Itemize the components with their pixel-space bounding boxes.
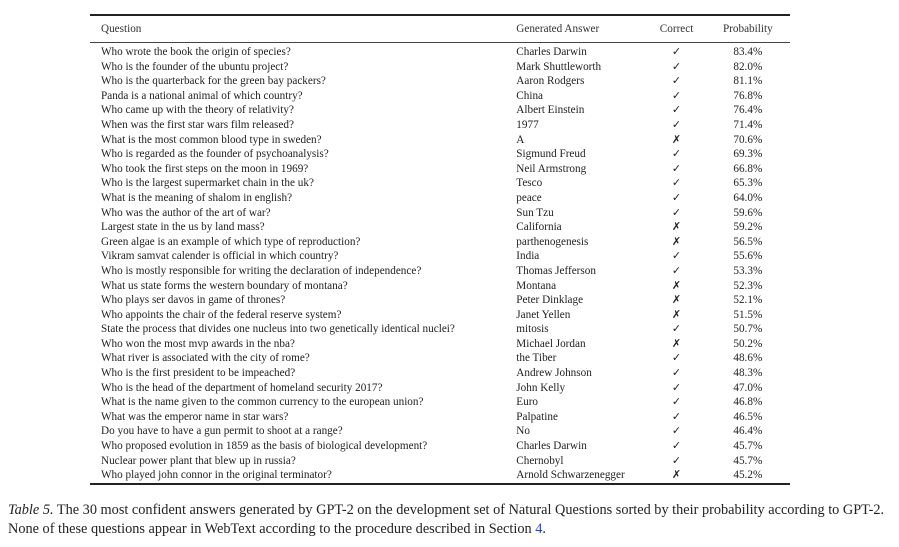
probability-cell: 53.3% [733,264,763,277]
probability-cell: 76.4% [733,104,763,117]
table-row [90,279,790,294]
answer-cell: Albert Einstein [516,104,585,117]
correct-mark: ✓ [671,46,682,58]
correct-mark: ✗ [671,308,682,321]
probability-cell: 59.6% [733,206,763,219]
correct-mark: ✓ [671,75,682,88]
correct-mark: ✓ [671,454,682,467]
probability-cell: 69.3% [733,148,763,161]
caption-label: Table 5. [8,502,54,518]
question-cell: Who appoints the chair of the federal reserve system? [101,308,342,321]
answer-cell: China [516,89,544,102]
question-cell: What is the name given to the common currency to the european union? [101,396,424,409]
answer-cell: California [516,221,562,234]
probability-cell: 46.5% [733,410,763,423]
probability-cell: 76.8% [733,89,763,102]
probability-cell: 70.6% [733,133,763,146]
probability-cell: 56.5% [733,235,763,248]
answer-cell: Tesco [516,177,543,190]
question-cell: What was the emperor name in star wars? [101,410,289,423]
answer-cell: Euro [516,396,539,409]
correct-mark: ✓ [671,191,682,204]
header-generated-answer: Generated Answer [516,23,600,35]
probability-cell: 66.8% [733,162,763,175]
question-cell: Who is the first president to be impeached? [101,367,296,380]
question-cell: Who is the head of the department of homeland security 2017? [101,381,383,394]
table-body [90,43,790,484]
table-row [90,191,790,206]
correct-mark: ✗ [671,294,682,307]
table-row [90,74,790,89]
correct-mark: ✗ [671,337,682,350]
answer-cell: peace [516,191,542,204]
question-cell: Who is regarded as the founder of psychoanalysis? [101,148,329,161]
correct-mark: ✓ [671,118,682,131]
answer-cell: No [516,425,530,438]
question-cell: What is the most common blood type in sweden? [101,133,322,146]
probability-cell: 50.7% [733,323,763,336]
probability-cell: 45.2% [733,469,763,482]
caption-text: The 30 most confident answers generated by GPT-2 on the development set of Natural Questions sorted by their probability according to GPT-2. None of these questions appear in WebText according to the procedure described in Section [8,502,885,537]
table-row [90,206,790,221]
table-row [90,424,790,439]
probability-cell: 81.1% [733,75,763,88]
question-cell: Do you have to have a gun permit to shoot at a range? [101,425,343,438]
question-cell: Who is the founder of the ubuntu project? [101,60,289,73]
probability-cell: 50.2% [733,337,763,350]
table-row [90,118,790,133]
correct-mark: ✓ [671,206,682,219]
header-row [90,15,790,43]
probability-cell: 59.2% [733,221,763,234]
table-row [90,439,790,454]
probability-cell: 51.5% [733,308,763,321]
answer-cell: Montana [516,279,557,292]
correct-mark: ✗ [671,133,682,146]
probability-cell: 46.8% [733,396,763,409]
correct-mark: ✓ [671,60,682,73]
correct-mark: ✓ [671,323,682,336]
question-cell: When was the first star wars film released? [101,118,294,131]
answer-cell: the Tiber [516,352,557,365]
answer-cell: Charles Darwin [516,46,587,58]
table-row [90,103,790,118]
correct-mark: ✓ [671,396,682,409]
table-row [90,308,790,323]
question-cell: Who came up with the theory of relativity? [101,104,294,117]
answer-cell: A [516,133,525,146]
table-caption [8,501,893,539]
answer-cell: Neil Armstrong [516,162,587,175]
correct-mark: ✓ [671,177,682,190]
answer-cell: Charles Darwin [516,440,587,453]
probability-cell: 48.3% [733,367,763,380]
answer-cell: mitosis [516,323,549,336]
question-cell: Who proposed evolution in 1859 as the basis of biological development? [101,440,428,453]
probability-cell: 46.4% [733,425,763,438]
table-row [90,366,790,381]
correct-mark: ✓ [671,89,682,102]
answer-cell: Palpatine [516,410,558,423]
table-row [90,249,790,264]
table-row [90,60,790,75]
caption-end: . [542,521,546,537]
probability-cell: 71.4% [733,118,763,131]
probability-cell: 65.3% [733,177,763,190]
section-reference-link[interactable]: 4 [535,521,543,537]
table-row [90,395,790,410]
header-correct: Correct [659,23,694,35]
probability-cell: 52.1% [733,294,763,307]
question-cell: Who was the author of the art of war? [101,206,271,219]
answer-cell: Peter Dinklage [516,294,584,307]
answer-cell: Sun Tzu [516,206,554,219]
table-row [90,89,790,104]
probability-cell: 52.3% [733,279,763,292]
correct-mark: ✓ [671,104,682,117]
table-row [90,468,790,484]
question-cell: Vikram samvat calender is official in which country? [101,250,339,263]
probability-cell: 55.6% [733,250,763,263]
question-cell: Who played john connor in the original terminator? [101,469,332,482]
table-row [90,410,790,425]
correct-mark: ✓ [671,250,682,263]
question-cell: What us state forms the western boundary of montana? [101,279,348,292]
table-row [90,454,790,469]
answer-cell: India [516,250,540,263]
probability-cell: 83.4% [733,46,763,58]
table-row [90,220,790,235]
question-cell: Who wrote the book the origin of species? [101,46,291,58]
correct-mark: ✗ [671,235,682,248]
answer-cell: Mark Shuttleworth [516,60,602,73]
correct-mark: ✓ [671,367,682,380]
table-row [90,337,790,352]
table-row [90,322,790,337]
answer-cell: Michael Jordan [516,337,586,350]
probability-cell: 48.6% [733,352,763,365]
correct-mark: ✗ [671,469,682,482]
answer-cell: Thomas Jefferson [516,264,596,277]
answer-cell: Chernobyl [516,454,564,467]
header-probability: Probability [722,23,773,35]
correct-mark: ✗ [671,221,682,234]
table-row [90,147,790,162]
correct-mark: ✓ [671,381,682,394]
probability-cell: 64.0% [733,191,763,204]
answer-cell: Sigmund Freud [516,148,586,161]
answer-cell: parthenogenesis [516,235,589,248]
table-row [90,43,790,60]
table-row [90,381,790,396]
header-question: Question [101,23,142,35]
table-row [90,293,790,308]
table-row [90,264,790,279]
question-cell: Who is the largest supermarket chain in the uk? [101,177,314,190]
correct-mark: ✓ [671,162,682,175]
probability-cell: 47.0% [733,381,763,394]
table-row [90,235,790,250]
question-cell: Who won the most mvp awards in the nba? [101,337,295,350]
correct-mark: ✓ [671,264,682,277]
question-cell: Who is mostly responsible for writing the declaration of independence? [101,264,422,277]
question-cell: State the process that divides one nucleus into two genetically identical nuclei? [101,323,455,336]
correct-mark: ✓ [671,148,682,161]
question-cell: Green algae is an example of which type of reproduction? [101,235,361,248]
probability-cell: 82.0% [733,60,763,73]
table-row [90,351,790,366]
answer-cell: Janet Yellen [516,308,571,321]
question-cell: Largest state in the us by land mass? [101,221,265,234]
table-row [90,162,790,177]
answer-cell: 1977 [516,118,539,131]
correct-mark: ✗ [671,279,682,292]
answer-cell: Arnold Schwarzenegger [516,469,625,482]
results-table-container [90,14,790,485]
question-cell: Panda is a national animal of which country? [101,89,303,102]
results-table [90,14,790,485]
correct-mark: ✓ [671,425,682,438]
question-cell: Who plays ser davos in game of thrones? [101,294,286,307]
probability-cell: 45.7% [733,440,763,453]
answer-cell: Andrew Johnson [516,367,592,380]
correct-mark: ✓ [671,440,682,453]
correct-mark: ✓ [671,410,682,423]
table-row [90,133,790,148]
correct-mark: ✓ [671,352,682,365]
question-cell: Who is the quarterback for the green bay packers? [101,75,326,88]
answer-cell: John Kelly [516,381,566,394]
question-cell: What is the meaning of shalom in english? [101,191,293,204]
probability-cell: 45.7% [733,454,763,467]
answer-cell: Aaron Rodgers [516,75,585,88]
table-header [90,15,790,43]
table-row [90,176,790,191]
question-cell: What river is associated with the city of rome? [101,352,310,365]
question-cell: Who took the first steps on the moon in 1969? [101,162,309,175]
question-cell: Nuclear power plant that blew up in russia? [101,454,296,467]
